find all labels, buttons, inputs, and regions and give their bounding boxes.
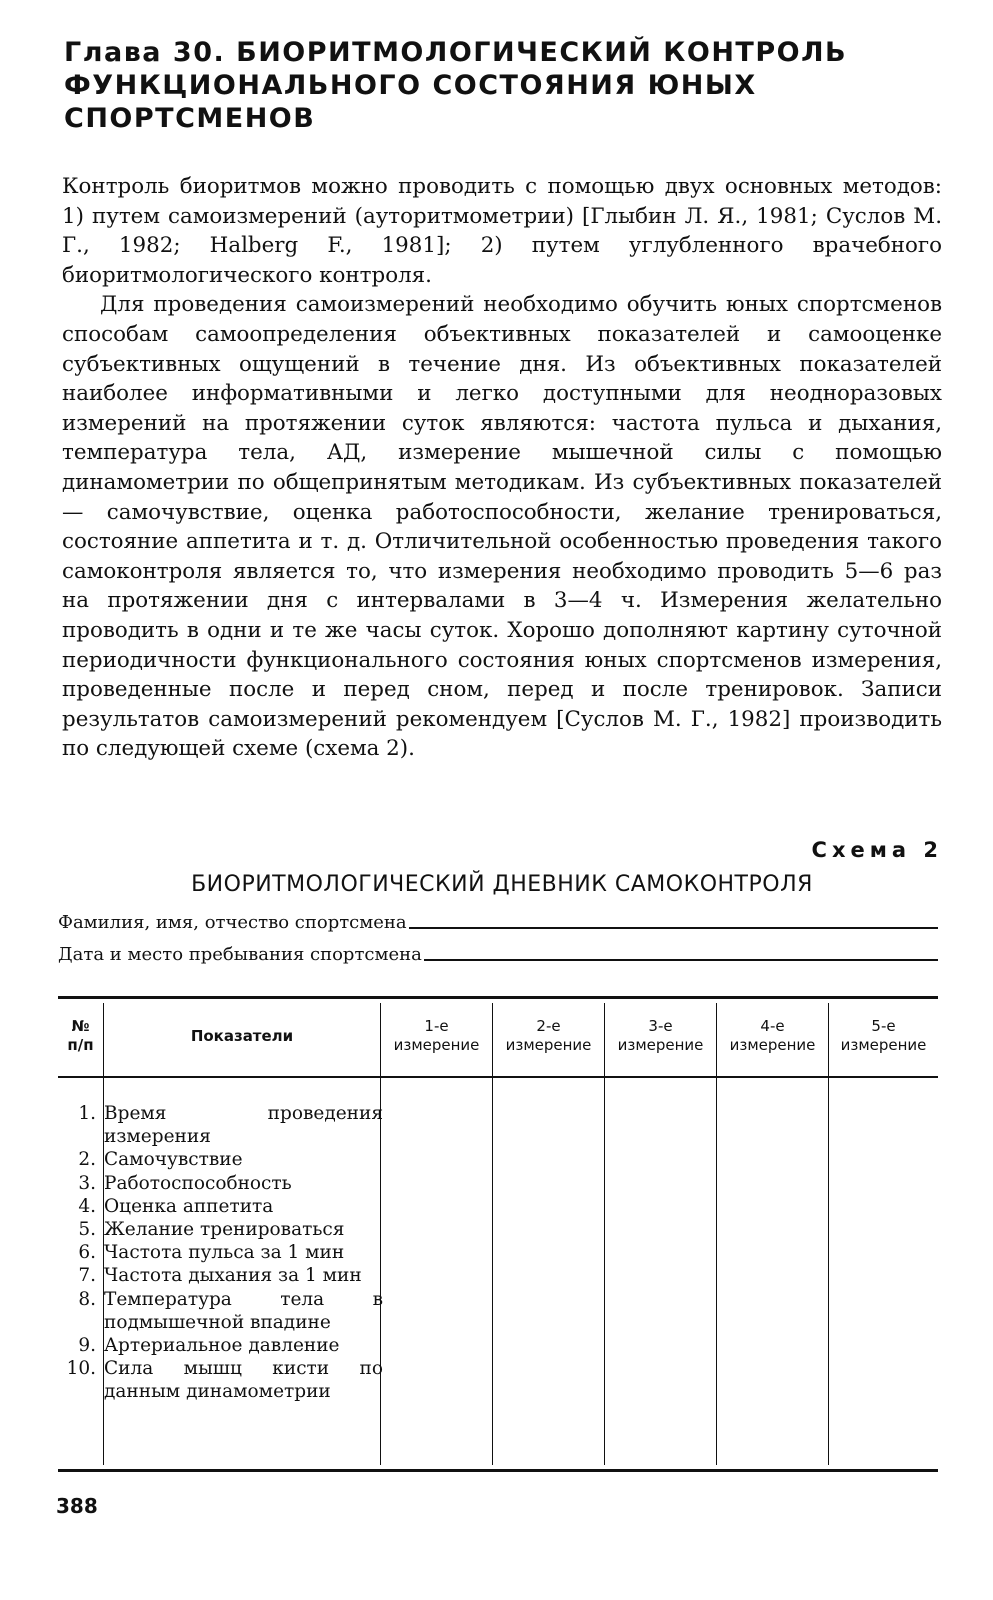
paragraph: Контроль биоритмов можно проводить с помощью двух основных методов: 1) путем самоизмерений (ауторитмометрии) [Глыбин Л. Я., 1981; Суслов М. Г., 1982; Halberg F., 1981]; 2) путем углубленного врачебного биоритмологического контроля. (62, 174, 942, 288)
column-divider (716, 1003, 717, 1465)
fill-in-line (409, 927, 938, 929)
header-divider (58, 1076, 938, 1078)
list-item: 3. Работоспособность (78, 1172, 292, 1194)
list-item: 7. Частота дыхания за 1 мин (78, 1265, 362, 1287)
header-number: № п/п (67, 1017, 94, 1054)
column-divider (492, 1003, 493, 1465)
body-text (62, 172, 942, 764)
field-label: Фамилия, имя, отчество спортсмена (58, 912, 407, 933)
chapter-title: Глава 30. БИОРИТМОЛОГИЧЕСКИЙ КОНТРОЛЬ ФУНКЦИОНАЛЬНОГО СОСТОЯНИЯ ЮНЫХ СПОРТСМЕНОВ (64, 37, 848, 134)
list-item: 5. Желание тренироваться (78, 1219, 345, 1241)
athlete-name-field (58, 912, 938, 933)
fill-in-line (424, 959, 938, 961)
header-measurement-4: 4-е измерение (729, 1017, 816, 1054)
scheme-label: Схема 2 (811, 838, 943, 862)
page-number: 388 (56, 1494, 98, 1518)
list-item: 9. Артериальное давление (78, 1335, 340, 1357)
header-measurement-1: 1-е измерение (393, 1017, 480, 1054)
header-measurement-2: 2-е измерение (505, 1017, 592, 1054)
list-item: 1. Время проведения измерения (78, 1103, 383, 1148)
diary-title: БИОРИТМОЛОГИЧЕСКИЙ ДНЕВНИК САМОКОНТРОЛЯ (191, 872, 813, 897)
list-item: 4. Оценка аппетита (78, 1195, 274, 1217)
list-item: 6. Частота пульса за 1 мин (78, 1242, 345, 1264)
header-measurement-3: 3-е измерение (617, 1017, 704, 1054)
header-indicators: Показатели (190, 1027, 294, 1045)
column-divider (828, 1003, 829, 1465)
diary-table (58, 996, 938, 1472)
list-item: 10. Сила мышц кисти по данным динамометрии (66, 1358, 383, 1403)
column-divider (604, 1003, 605, 1465)
list-item: 8. Температура тела в подмышечной впадине (78, 1288, 383, 1333)
paragraph: Для проведения самоизмерений необходимо обучить юных спортсменов способам самоопределения объективных показателей и самооценке субъективных ощущений в течение дня. Из объективных показателей наиболее информативными и легко доступными для неодноразовых измерений на протяжении суток являются: частота пульса и дыхания, температура тела, АД, измерение мышечной силы с помощью динамометрии по общепринятым методикам. Из субъективных показателей — самочувствие, оценка работоспособности, желание тренироваться, состояние аппетита и т. д. Отличительной особенностью проведения такого самоконтроля является то, что измерения необходимо проводить 5—6 раз на протяжении дня с интервалами в 3—4 ч. Измерения желательно проводить в одни и те же часы суток. Хорошо дополняют картину суточной периодичности функционального состояния юных спортсменов измерения, проведенные после и перед сном, перед и после тренировок. Записи результатов самоизмерений рекомендуем [Суслов М. Г., 1982] производить по следующей схеме (схема 2). (62, 292, 942, 762)
indicators-list (58, 1102, 383, 1404)
list-item: 2. Самочувствие (78, 1149, 243, 1171)
date-place-field (58, 944, 938, 965)
header-measurement-5: 5-е измерение (840, 1017, 927, 1054)
field-label: Дата и место пребывания спортсмена (58, 944, 422, 965)
